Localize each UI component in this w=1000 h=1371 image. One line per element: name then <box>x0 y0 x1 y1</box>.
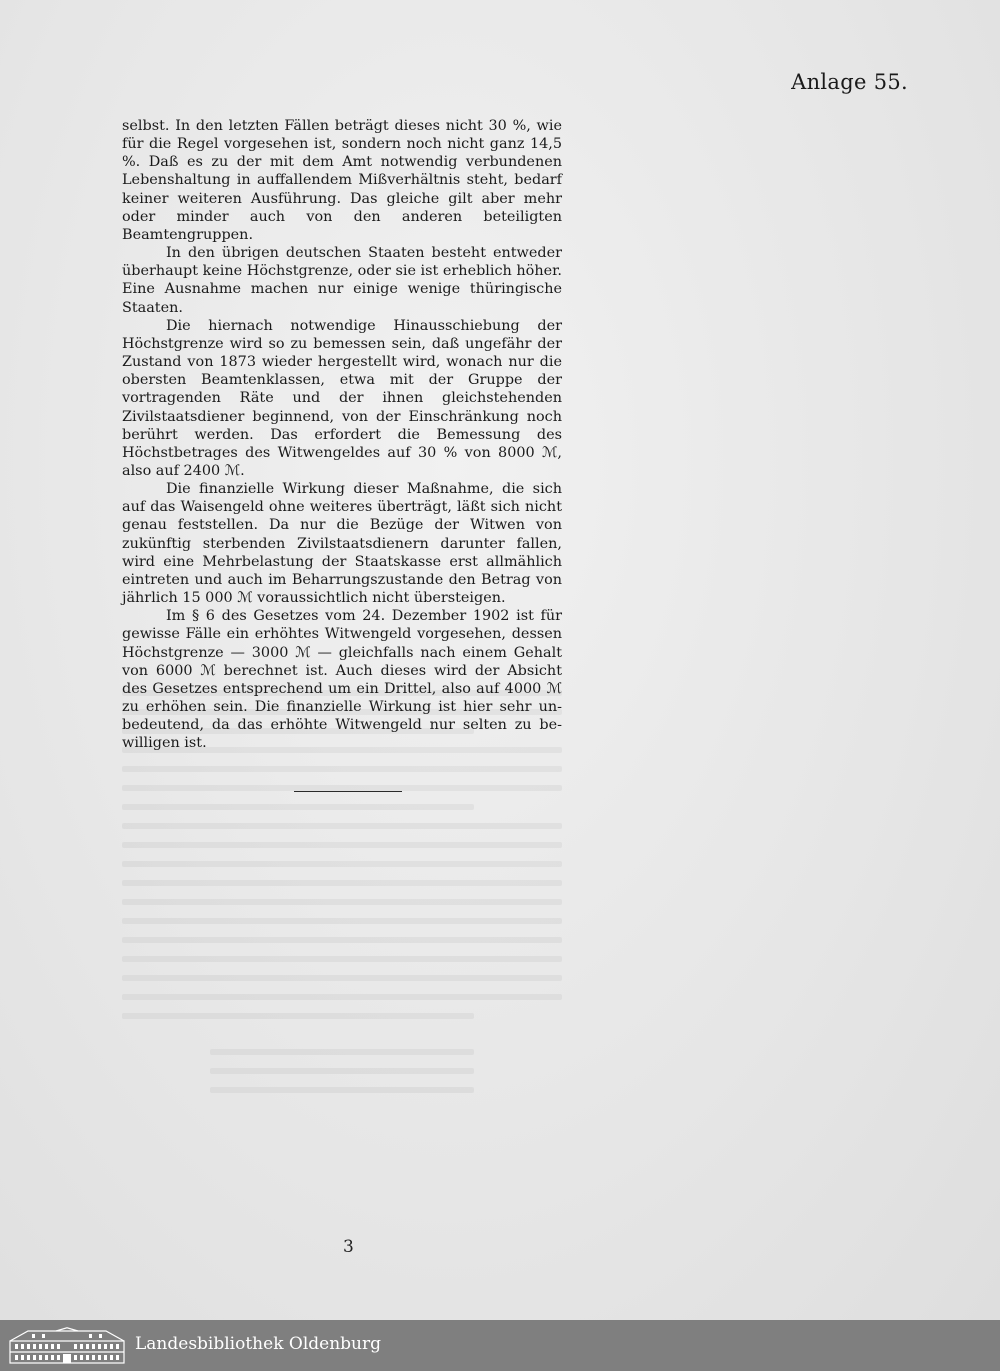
section-divider <box>294 791 402 792</box>
page-number: 3 <box>343 1237 354 1257</box>
paragraph: In den übrigen deutschen Staaten besteht entweder überhaupt keine Höchstgrenze, oder sie ist erheblich höher. Eine Ausnahme machen nur einige wenige thüringische Staaten. <box>122 245 562 316</box>
paragraph: Die finanzielle Wirkung dieser Maßnahme, die sich auf das Waisengeld ohne weiteres überträgt, läßt sich nicht genau feststellen. Da nur die Bezüge der Witwen von zukünftig sterbenden Zivilstaatsdienern darunter fallen, wird eine Mehrbelastung der Staatskasse erst allmählich eintreten und auch im Beharrungszustande den Betrag von jährlich 15 000 ℳ voraussichtlich nicht übersteigen. <box>122 481 562 607</box>
library-footer-bar <box>0 1320 1000 1371</box>
paragraph: Die hiernach notwendige Hinausschiebung der Höchstgrenze wird so zu bemessen sein, daß ungefähr der Zustand von 1873 wieder hergestellt wird, wonach nur die obersten Beamtenklassen, etwa mit der Gruppe der vortragenden Räte und der ihnen gleichstehenden Zivilstaatsdiener beginnend, von der Einschränkung noch berührt werden. Das erfordert die Bemessung des Höchstbetrages des Witwengeldes auf 30 % von 8000 ℳ, also auf 2400 ℳ. <box>122 317 562 479</box>
library-name: Landesbibliothek Oldenburg <box>135 1334 382 1354</box>
paragraph: Im § 6 des Gesetzes vom 24. Dezember 1902 ist für gewisse Fälle ein erhöhtes Witwengeld vorgesehen, dessen Höchstgrenze — 3000 ℳ — gleichfalls nach einem Gehalt von 6000 ℳ berechnet ist. Auch dieses wird der Absicht des Gesetzes entsprechend um ein Drittel, also auf 4000 ℳ zu erhöhen sein. Die finanzielle Wirkung ist hier sehr unbedeutend, da das erhöhte Witwengeld nur selten zu bewilligen ist. <box>122 608 562 752</box>
library-building-icon <box>8 1327 126 1365</box>
body-text <box>122 117 562 752</box>
paragraph: selbst. In den letzten Fällen beträgt dieses nicht 30 %, wie für die Regel vorgesehen ist, sondern noch nicht ganz 14,5 %. Daß es zu der mit dem Amt notwendig verbundenen Lebenshaltung in auffallendem Mißverhältnis steht, bedarf keiner weiteren Ausführung. Das gleiche gilt aber mehr oder minder auch von den anderen beteiligten Beamtengruppen. <box>122 118 562 243</box>
annex-label: Anlage 55. <box>791 70 908 94</box>
